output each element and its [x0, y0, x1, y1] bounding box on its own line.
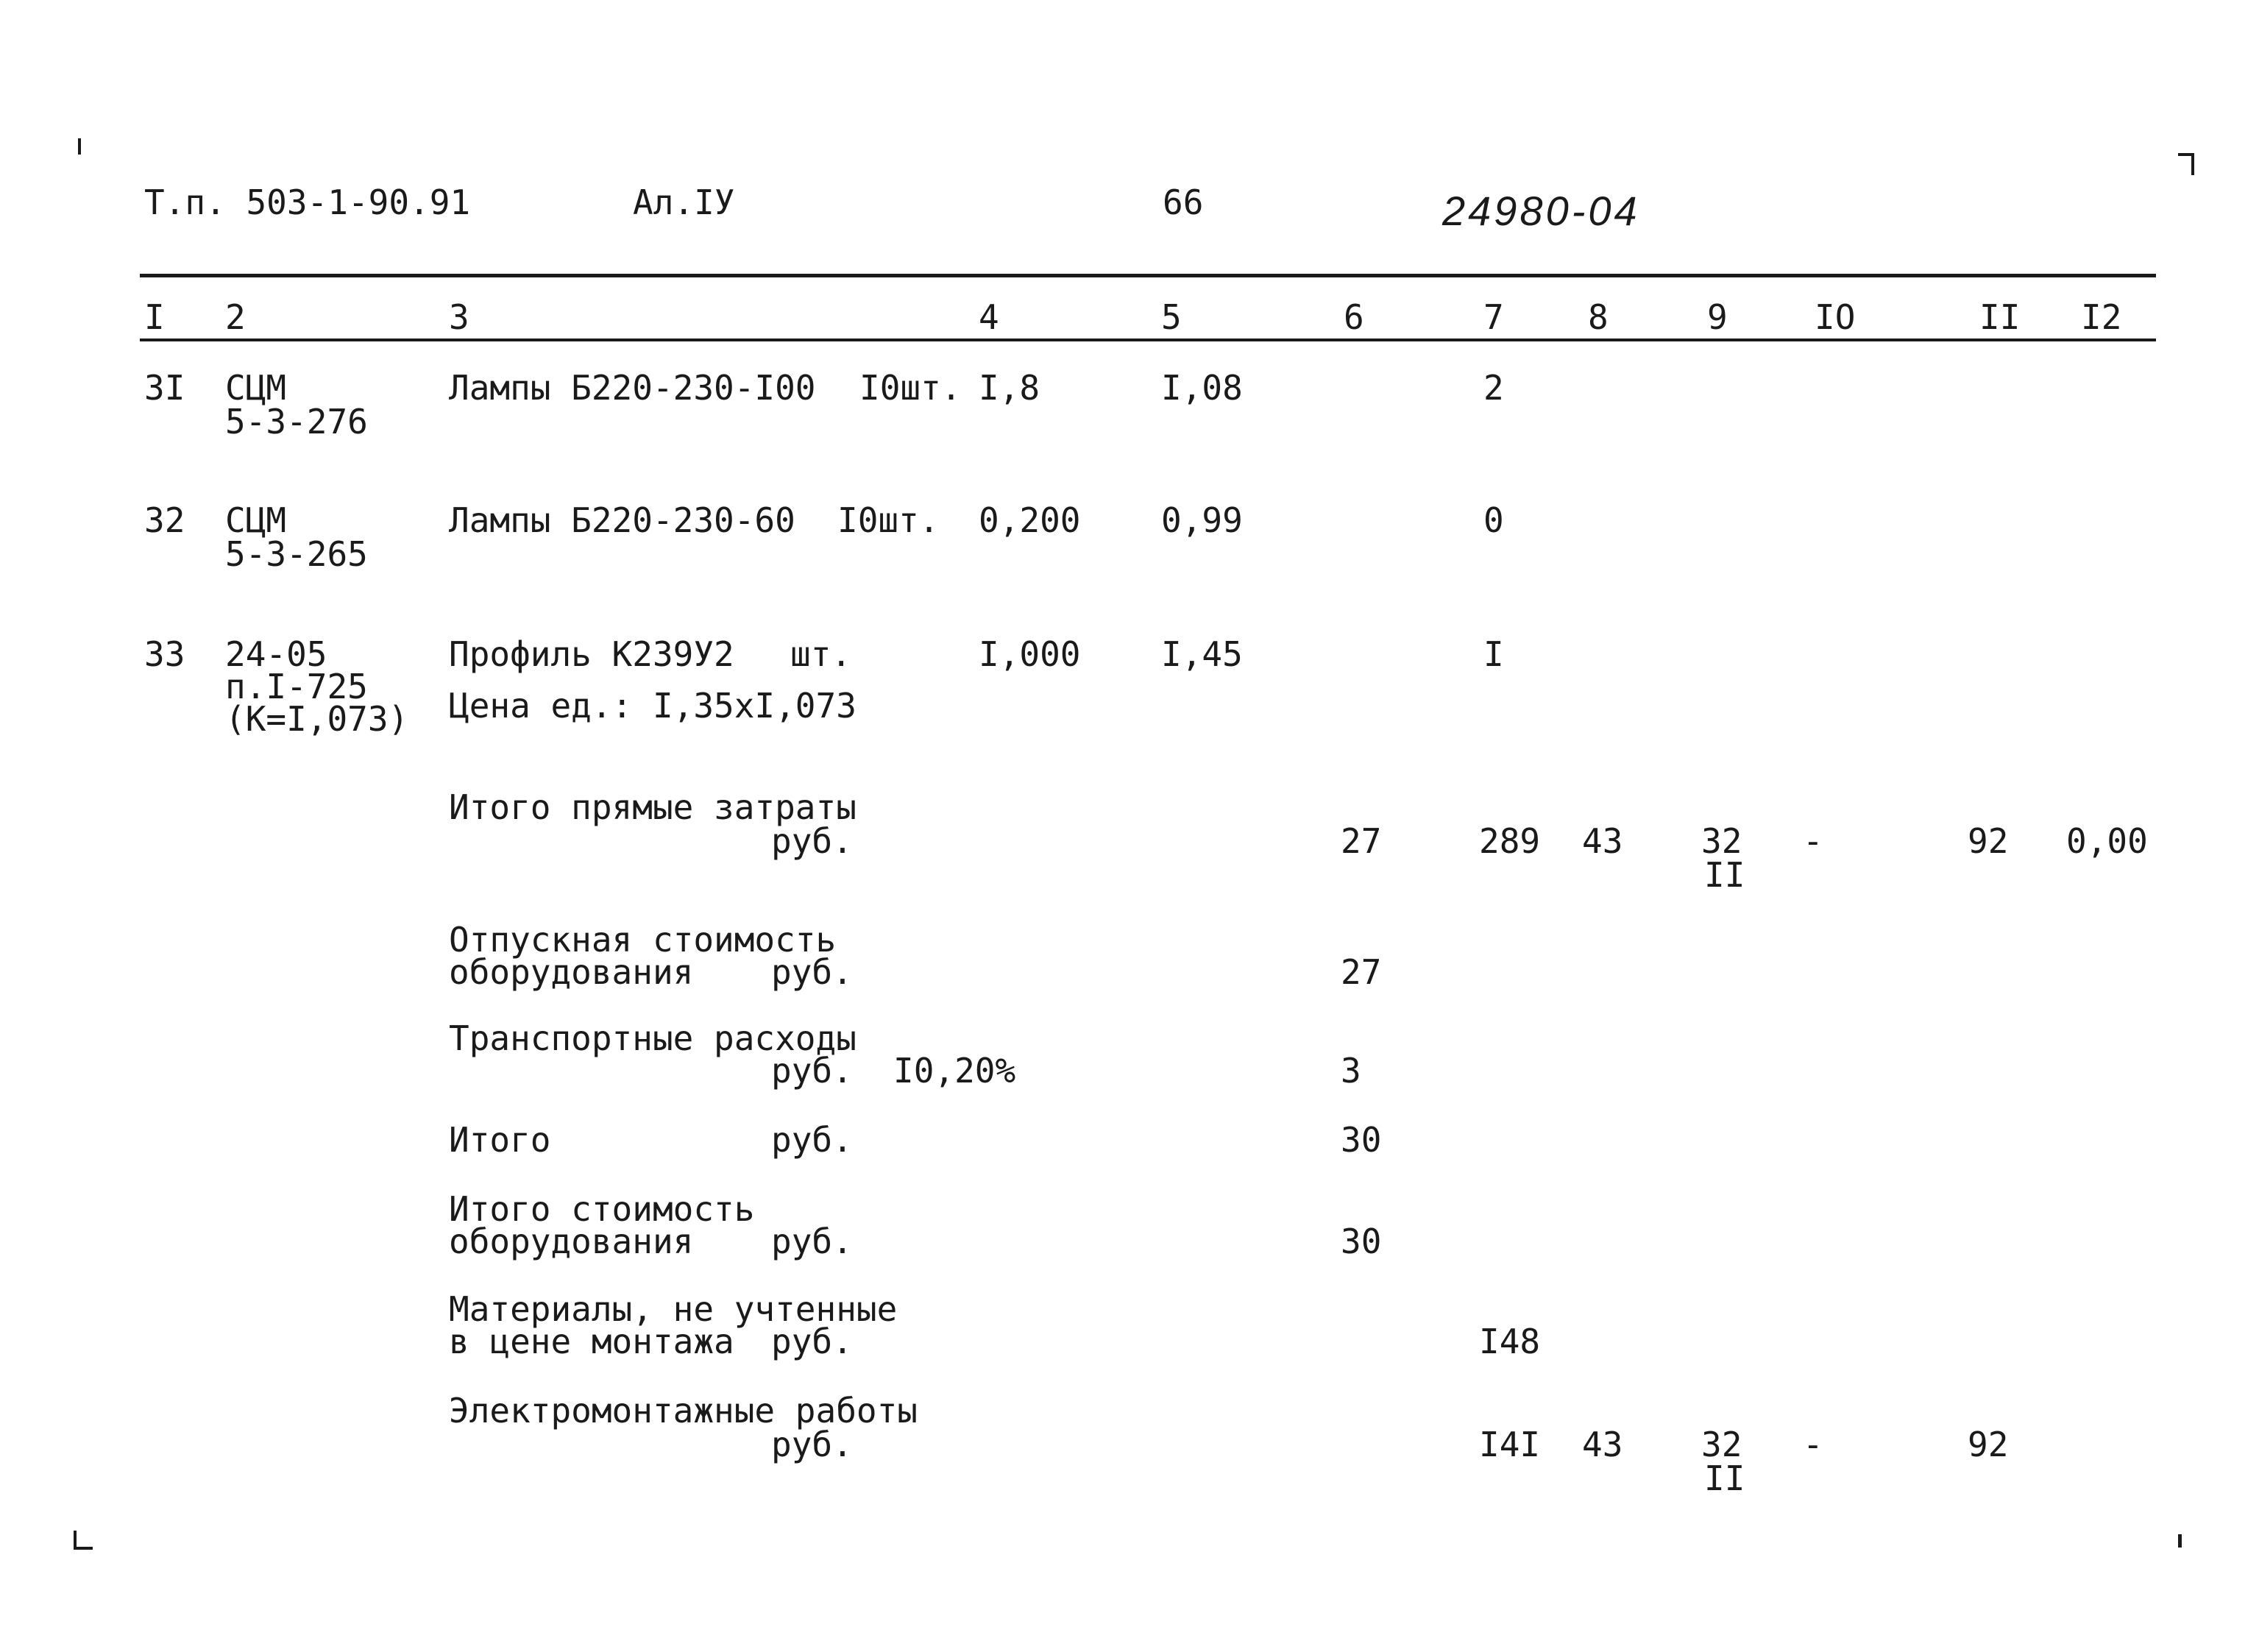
summary-label: Транспортные расходы	[449, 1018, 857, 1058]
corner-mark-top-right-v	[2191, 153, 2194, 175]
item-col7: I	[1483, 634, 1504, 674]
summary-unit: руб.	[771, 821, 853, 861]
summary-col11: 92	[1968, 1425, 2009, 1464]
item-quantity: I,000	[979, 634, 1081, 674]
col-header-5: 5	[1161, 297, 1182, 337]
col-header-9: 9	[1707, 297, 1728, 337]
summary-unit: руб.	[771, 1051, 853, 1091]
summary-col9: 32	[1701, 821, 1742, 861]
summary-col11: 92	[1968, 821, 2009, 861]
item-name: Профиль К239У2	[449, 634, 734, 674]
summary-unit: руб.	[771, 1120, 853, 1160]
summary-col7: 289	[1479, 821, 1541, 861]
col-header-2: 2	[225, 297, 246, 337]
summary-col10: -	[1803, 821, 1823, 861]
summary-label: Итого	[449, 1120, 551, 1160]
item-code: СЦМ	[225, 500, 287, 540]
corner-mark-bottom-right	[2178, 1534, 2182, 1548]
item-quantity: I,8	[979, 368, 1040, 408]
item-price: 0,99	[1161, 500, 1243, 540]
item-number: 33	[144, 634, 185, 674]
header-rule-top	[140, 274, 2156, 277]
item-code: 5-3-265	[225, 534, 368, 574]
item-code: 24-05	[225, 634, 327, 674]
col-header-11: II	[1979, 297, 2021, 337]
header-rule-bottom	[140, 338, 2156, 341]
item-name: Лампы Б220-230-I00	[449, 368, 816, 408]
col-header-8: 8	[1588, 297, 1609, 337]
summary-col6: 27	[1341, 952, 1382, 992]
summary-label: Итого прямые затраты	[449, 787, 857, 827]
corner-mark-top-left	[78, 138, 81, 155]
item-number: 3I	[144, 368, 185, 408]
summary-unit: руб.	[771, 1322, 853, 1361]
summary-label: Материалы, не учтенные	[449, 1289, 898, 1329]
summary-label: в цене монтажа	[449, 1322, 734, 1361]
summary-col9-sub: II	[1704, 1458, 1745, 1498]
summary-label: оборудования	[449, 1222, 694, 1261]
item-unit: I0шт.	[837, 500, 940, 540]
summary-unit: руб.	[771, 1222, 853, 1261]
summary-col12: 0,00	[2066, 821, 2148, 861]
summary-col6: 27	[1341, 821, 1382, 861]
item-quantity: 0,200	[979, 500, 1081, 540]
summary-col8: 43	[1582, 1425, 1623, 1464]
summary-label: Электромонтажные работы	[449, 1391, 918, 1431]
summary-col8: 43	[1582, 821, 1623, 861]
col-header-7: 7	[1483, 297, 1504, 337]
summary-col6: 30	[1341, 1120, 1382, 1160]
item-unit: I0шт.	[859, 368, 962, 408]
item-price: I,08	[1161, 368, 1243, 408]
item-price: I,45	[1161, 634, 1243, 674]
handwritten-number: 24980-04	[1442, 188, 1640, 234]
page-number: 66	[1163, 182, 1204, 222]
item-number: 32	[144, 500, 185, 540]
summary-col7: I4I	[1479, 1425, 1541, 1464]
summary-label: оборудования	[449, 952, 694, 992]
album-label: Ал.IУ	[633, 182, 735, 222]
summary-label: Отпускная стоимость	[449, 920, 837, 960]
item-col7: 0	[1483, 500, 1504, 540]
summary-label: Итого стоимость	[449, 1189, 755, 1229]
summary-unit: руб.	[771, 1425, 853, 1464]
summary-percent: I0,20%	[893, 1051, 1016, 1091]
col-header-3: 3	[449, 297, 469, 337]
corner-mark-bottom-left-h	[74, 1547, 93, 1550]
col-header-6: 6	[1344, 297, 1364, 337]
col-header-12: I2	[2081, 297, 2122, 337]
col-header-4: 4	[979, 297, 999, 337]
col-header-1: I	[144, 297, 165, 337]
item-name: Лампы Б220-230-60	[449, 500, 795, 540]
summary-unit: руб.	[771, 952, 853, 992]
doc-reference: Т.п. 503-1-90.91	[144, 182, 471, 222]
summary-col6: 30	[1341, 1222, 1382, 1261]
item-code: 5-3-276	[225, 402, 368, 442]
item-name: Цена ед.: I,35xI,073	[449, 686, 857, 726]
summary-col7: I48	[1479, 1322, 1541, 1361]
item-code: СЦМ	[225, 368, 287, 408]
item-code: (К=I,073)	[225, 699, 409, 739]
summary-col9-sub: II	[1704, 855, 1745, 895]
summary-col9: 32	[1701, 1425, 1742, 1464]
summary-col6: 3	[1341, 1051, 1361, 1091]
item-col7: 2	[1483, 368, 1504, 408]
col-header-10: IO	[1815, 297, 1856, 337]
summary-col10: -	[1803, 1425, 1823, 1464]
item-unit: шт.	[790, 634, 852, 674]
item-code: п.I-725	[225, 667, 368, 706]
